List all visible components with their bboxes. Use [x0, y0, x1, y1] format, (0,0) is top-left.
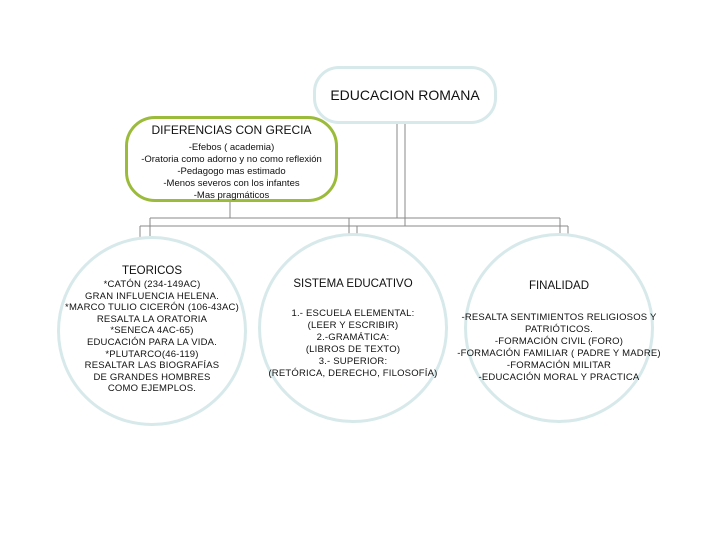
- teoricos-node: [57, 236, 247, 426]
- sistema-heading: SISTEMA EDUCATIVO: [293, 278, 413, 290]
- sistema-item: (LIBROS DE TEXTO): [305, 344, 401, 355]
- teoricos-item: RESALTA LA ORATORIA: [96, 313, 208, 325]
- sistema-item: (LEER Y ESCRIBIR): [307, 320, 399, 331]
- sistema-item: (RETÓRICA, DERECHO, FILOSOFÍA): [268, 368, 438, 379]
- finalidad-item: -FORMACIÓN FAMILIAR ( PADRE Y MADRE): [457, 348, 661, 359]
- title-label: EDUCACION ROMANA: [330, 87, 480, 103]
- grecia-item: -Pedagogo mas estimado: [177, 166, 286, 177]
- finalidad-item: -RESALTA SENTIMIENTOS RELIGIOSOS Y: [461, 312, 657, 323]
- teoricos-item: COMO EJEMPLOS.: [107, 383, 197, 395]
- finalidad-item: -FORMACIÓN CIVIL (FORO): [494, 336, 624, 347]
- grecia-item: -Oratoria como adorno y no como reflexión: [141, 154, 322, 165]
- grecia-heading: DIFERENCIAS CON GRECIA: [151, 123, 312, 137]
- sistema-item: 2.-GRAMÁTICA:: [316, 332, 390, 343]
- teoricos-item: *SENECA 4AC-65): [110, 325, 194, 337]
- finalidad-item: PATRIÓTICOS.: [524, 324, 594, 335]
- finalidad-item: -EDUCACIÓN MORAL Y PRACTICA: [478, 372, 640, 383]
- teoricos-item: *CATÓN (234-149AC): [103, 279, 201, 290]
- grecia-item: -Menos severos con los infantes: [163, 178, 300, 189]
- teoricos-item: RESALTAR LAS BIOGRAFÍAS: [84, 360, 220, 372]
- grecia-item: -Efebos ( academia): [188, 142, 275, 153]
- finalidad-node: [457, 233, 661, 423]
- grecia-item: -Mas pragmáticos: [193, 190, 270, 201]
- sistema-educativo-node: [258, 233, 448, 423]
- teoricos-item: *PLUTARCO(46-119): [105, 348, 199, 360]
- finalidad-heading: FINALIDAD: [528, 280, 590, 292]
- teoricos-item: *MARCO TULIO CICERÓN (106-43AC): [65, 302, 239, 314]
- teoricos-item: EDUCACIÓN PARA LA VIDA.: [86, 336, 218, 348]
- finalidad-item: -FORMACIÓN MILITAR: [506, 360, 612, 371]
- teoricos-item: GRAN INFLUENCIA HELENA.: [85, 290, 219, 302]
- teoricos-item: DE GRANDES HOMBRES: [93, 371, 211, 383]
- sistema-item: 1.- ESCUELA ELEMENTAL:: [291, 308, 415, 319]
- teoricos-heading: TEORICOS: [121, 265, 183, 277]
- grecia-differences-node: [125, 116, 338, 202]
- title-node: [313, 66, 497, 124]
- sistema-item: 3.- SUPERIOR:: [318, 356, 388, 367]
